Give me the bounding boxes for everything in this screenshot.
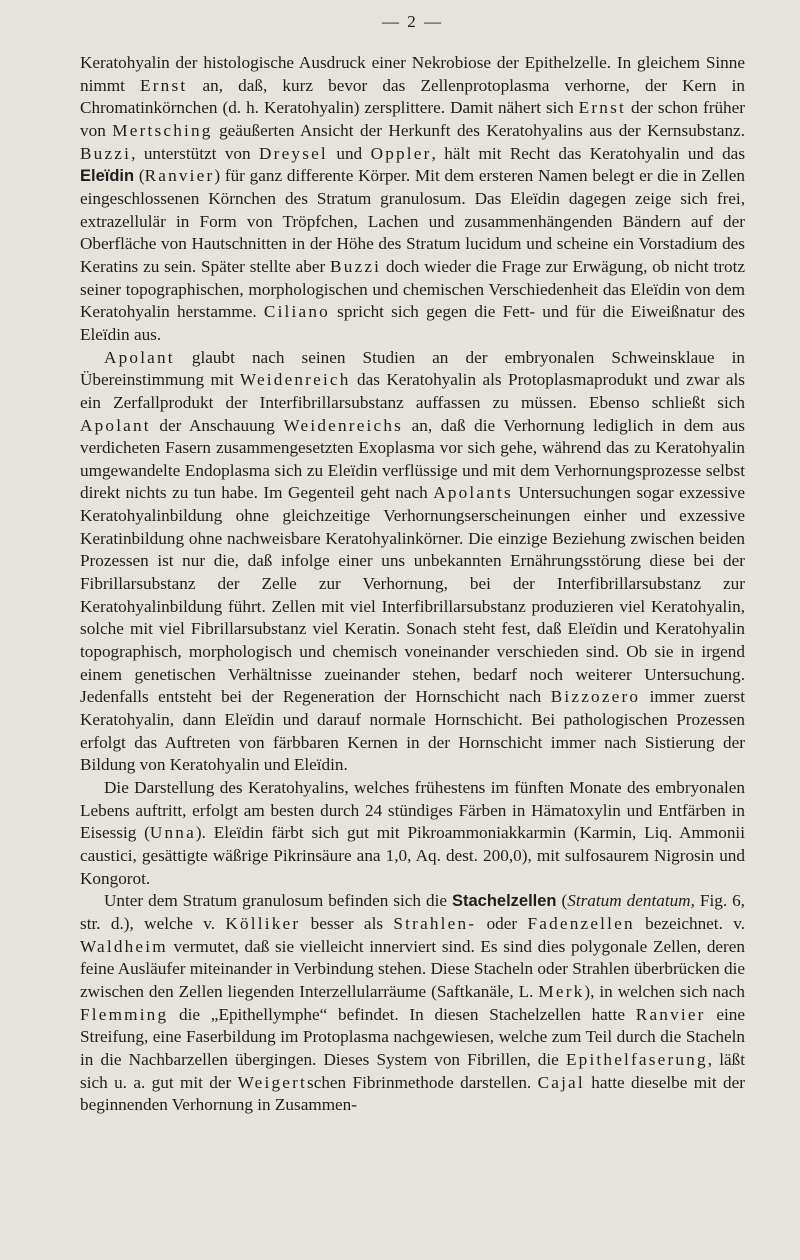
keyword-stachelzellen: Stachelzellen: [451, 892, 557, 911]
paragraph-3: Die Darstellung des Keratohyalins, welches frühestens im fünften Monate des embryonalen Lebens auftritt, erfolgt am besten durch 24 stündiges Färben in Hämatoxylin und Entfärben in Eisessig (Unna). Eleïdin färbt sich gut mit Pikroammoniakkarmin (Karmin, Liq. Ammonii caustici, gesättigte wäßrige Pikrinsäure ana 1,0, Aq. dest. 200,0), mit sulfosaurem Nigrosin und Kongorot.: [80, 778, 745, 888]
paragraph-2: Apolant glaubt nach seinen Studien an der embryonalen Schweinsklaue in Übereinstimmung mit Weidenreich das Keratohyalin als Protoplasmaprodukt und zwar als ein Zerfallprodukt der Interfibrillarsubstanz auffassen zu müssen. Ebenso schließt sich Apolant der Anschauung Weidenreichs an, daß die Verhornung lediglich in dem aus verdicheten Fasern zusammengesetzten Exoplasma vor sich gehe, während das zu Keratohyalin umgewandelte Endoplasma sich zu Eleïdin verflüssige und mit dem Verhornungsprozesse selbst direkt nichts zu tun habe. Im Gegenteil geht nach Apolants Untersuchungen sogar exzessive Keratohyalinbildung ohne gleichzeitige Verhornungserscheinungen einher und exzessive Keratinbildung ohne nachweisbare Keratohyalinkörner. Die einzige Beziehung zwischen beiden Prozessen ist nur die, daß infolge einer uns unbekannten Ernährungsstörung diese bei der Fibrillarsubstanz der Zelle zur Verhornung, bei der Interfibrillarsubstanz zur Keratohyalinbildung führt. Zellen mit viel Interfibrillarsubstanz produzieren viel Keratohyalin, solche mit viel Fibrillarsubstanz viel Keratin. Sonach steht fest, daß Eleïdin und Keratohyalin topographisch, morphologisch und chemisch voneinander verschieden sind. Ob sie in irgend einem genetischen Verhältnisse zueinander stehen, bedarf noch weiterer Untersuchung. Jedenfalls entsteht bei der Regeneration der Hornschicht nach Bizzozero immer zuerst Keratohyalin, dann Eleïdin und darauf normale Hornschicht. Bei pathologischen Prozessen erfolgt das Auftreten von färbbaren Kernen in der Hornschicht immer nach Sistierung der Bildung von Keratohyalin und Eleïdin.: [80, 347, 746, 775]
paragraph-4: Unter dem Stratum granulosum befinden sich die Stachelzellen (Stratum dentatum, Fig. 6, str. d.), welche v. Kölliker besser als Strahlen- oder Fadenzellen bezeichnet. v. Waldheim vermutet, daß sie vielleicht innerviert sind. Es sind dies polygonale Zellen, deren feine Ausläufer miteinander in Verbindung stehen. Diese Stacheln oder Strahlen überbrücken die zwischen den Zellen liegenden Interzellularräume (Saftkanäle, L. Merk), in welchen sich nach Flemming die „Epithellymphe“ befindet. In diesen Stachelzellen hatte Ranvier eine Streifung, eine Faserbildung im Protoplasma nachgewiesen, welche zum Teil durch die Stacheln in die Nachbarzellen übergingen. Dieses System von Fibrillen, die Epithelfaserung, läßt sich u. a. gut mit der Weigertschen Fibrinmethode darstellen. Cajal hatte dieselbe mit der beginnenden Verhornung in Zusammen-: [80, 891, 746, 1115]
keyword-eleidin: Eleïdin: [80, 167, 135, 186]
page-number: — 2 —: [382, 12, 443, 31]
paragraph-1: Keratohyalin der histologische Ausdruck einer Nekrobiose der Epithelzelle. In gleichem Sinne nimmt Ernst an, daß, kurz bevor das Zellenprotoplasma verhorne, der Kern in Chromatinkörnchen (d. h. Keratohyalin) zersplittere. Damit nähert sich Ernst der schon früher von Mertsching geäußerten Ansicht der Herkunft des Keratohyalins aus der Kernsubstanz. Buzzi, unterstützt von Dreysel und Oppler, hält mit Recht das Keratohyalin und das Eleïdin (Ranvier) für ganz differente Körper. Mit dem ersteren Namen belegt er die in Zellen eingeschlossenen Körnchen des Stratum granulosum. Das Eleïdin dagegen zeige sich frei, extrazellulär in Form von Tröpfchen, Lachen und zusammenhängenden Bändern auf der Oberfläche von Hautschnitten in der Höhe des Stratum lucidum und scheine ein Vorstadium des Keratins zu sein. Später stellte aber Buzzi doch wieder die Frage zur Erwägung, ob nicht trotz seiner topographischen, morphologischen und chemischen Verschiedenheit das Eleïdin von dem Keratohyalin herstamme. Ciliano spricht sich gegen die Fett- und für die Eiweißnatur des Eleïdin aus.: [80, 53, 746, 344]
